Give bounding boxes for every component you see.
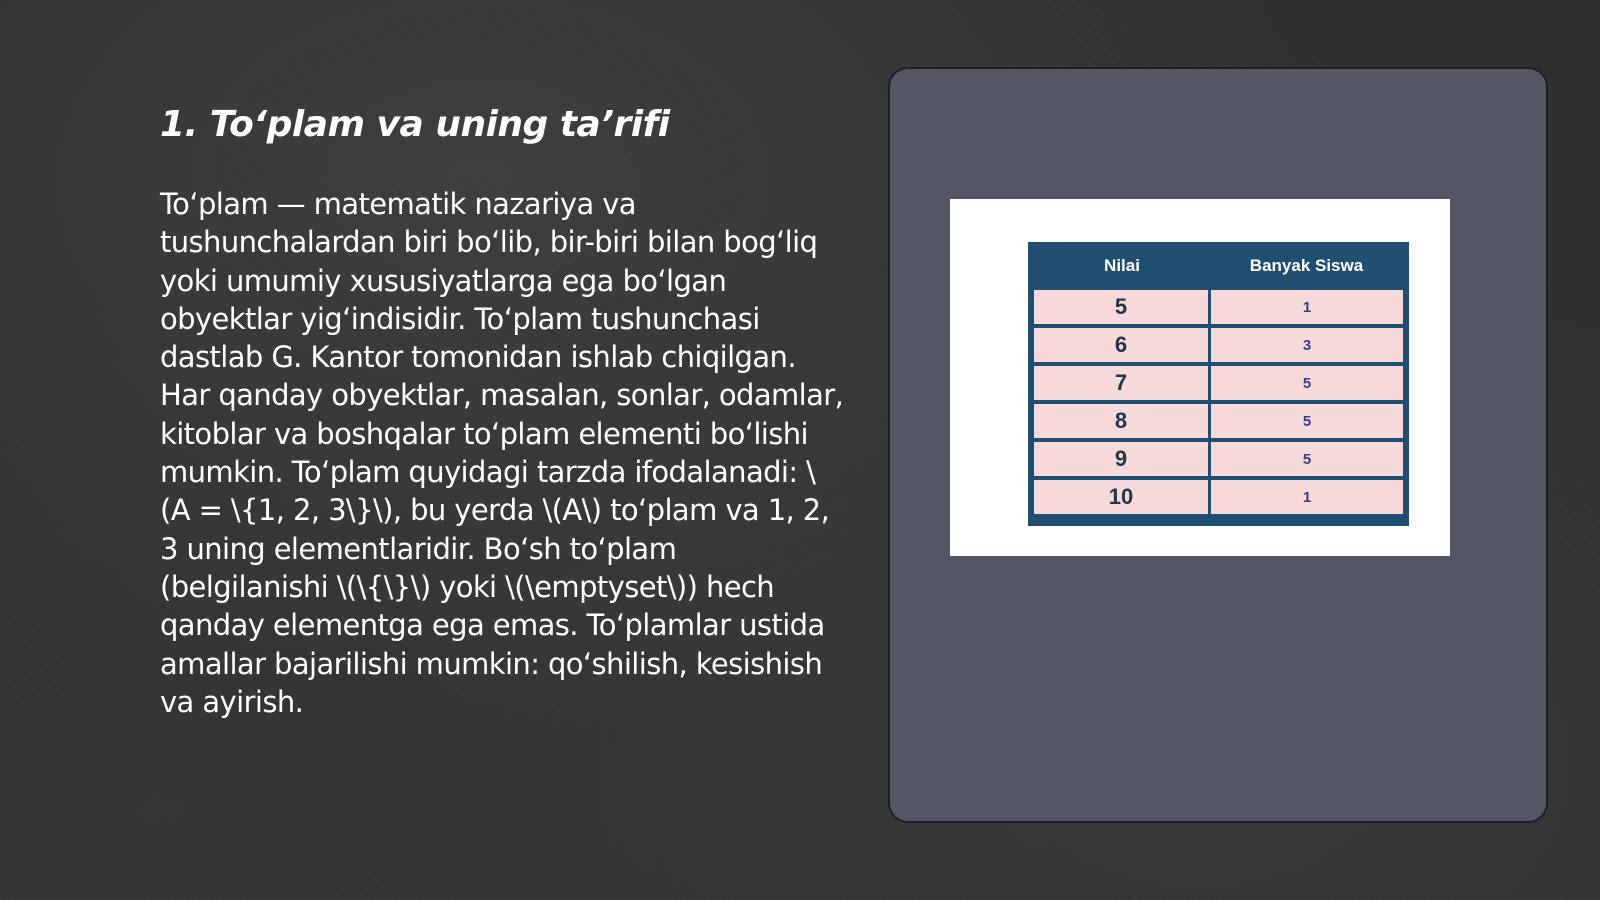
cell-banyak-siswa: 1	[1211, 290, 1403, 324]
header-banyak-siswa: Banyak Siswa	[1249, 256, 1364, 275]
table-row	[1034, 404, 1403, 438]
slide-body-text: To‘plam — matematik nazariya va tushunchalardan biri bo‘lib, bir-biri bilan bog‘liq yoki umumiy xususiyatlarga ega bo‘lgan obyektlar yig‘indisidir. To‘plam tushunchasi dastlab G. Kantor tomonidan ishlab chiqilgan. Har qanday obyektlar, masalan, sonlar, odamlar, kitoblar va boshqalar to‘plam elementi bo‘lishi mumkin. To‘plam quyidagi tarzda ifodalanadi: \(A = \{1, 2, 3\}\), bu yerda \(A\) to‘plam va 1, 2, 3 uning elementlaridir. Bo‘sh to‘plam (belgilanishi \(\{\}\) yoki \(\emptyset\)) hech qanday elementga ega emas. To‘plamlar ustida amallar bajarilishi mumkin: qo‘shilish, kesishish va ayirish.	[160, 187, 844, 719]
cell-banyak-siswa: 5	[1211, 404, 1403, 438]
score-table	[1028, 242, 1409, 526]
table-row	[1034, 480, 1403, 514]
table-row	[1034, 328, 1403, 362]
cell-banyak-siswa: 5	[1211, 442, 1403, 476]
slide-title: 1. To‘plam va uning ta’rifi	[160, 104, 670, 145]
cell-nilai: 10	[1034, 480, 1208, 514]
table-row	[1034, 442, 1403, 476]
header-nilai: Nilai	[1104, 256, 1140, 275]
table-image	[950, 199, 1450, 556]
cell-nilai: 7	[1034, 366, 1208, 400]
cell-nilai: 9	[1034, 442, 1208, 476]
table-row	[1034, 366, 1403, 400]
cell-nilai: 5	[1034, 290, 1208, 324]
cell-nilai: 8	[1034, 404, 1208, 438]
cell-banyak-siswa: 5	[1211, 366, 1403, 400]
cell-banyak-siswa: 3	[1211, 328, 1403, 362]
table-row	[1034, 290, 1403, 324]
cell-banyak-siswa: 1	[1211, 480, 1403, 514]
table-header-row	[1034, 242, 1403, 290]
cell-nilai: 6	[1034, 328, 1208, 362]
